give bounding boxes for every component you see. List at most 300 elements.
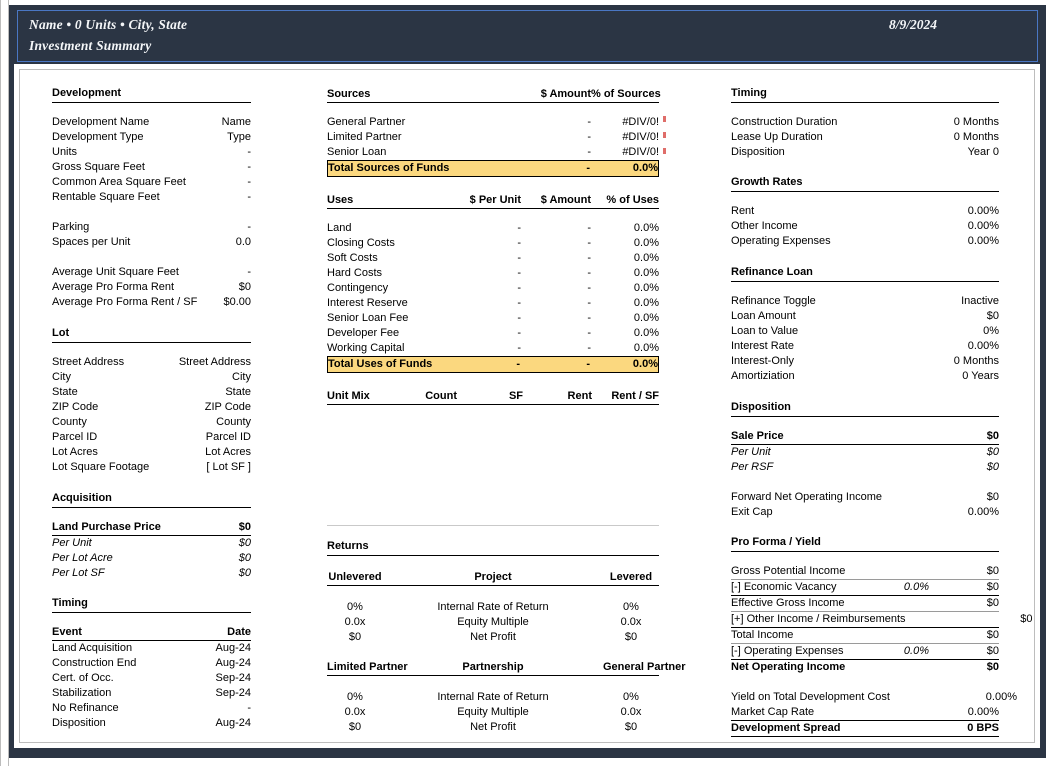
row-value: - <box>247 191 251 203</box>
row-percent <box>872 660 929 675</box>
row-value: Type <box>227 131 251 143</box>
column-middle <box>327 87 686 735</box>
row-percent: 0.0% <box>633 252 659 264</box>
growth-rate-rows <box>731 204 999 249</box>
table-row <box>327 615 659 630</box>
row-label: [-] Operating Expenses <box>731 645 844 657</box>
row-label: Rentable Square Feet <box>52 191 160 203</box>
row-value: - <box>247 266 251 278</box>
row-label: Loan Amount <box>731 310 796 322</box>
row-label: Senior Loan Fee <box>327 312 409 324</box>
unit-mix-title: Unit Mix <box>327 390 370 402</box>
row-right-value: 0.0x <box>620 706 642 718</box>
row-label: Lease Up Duration <box>731 131 823 143</box>
row-label: State <box>52 386 78 398</box>
row-value: $0 <box>986 565 999 577</box>
row-label: No Refinance <box>52 702 119 714</box>
section-unit-mix <box>327 389 659 526</box>
row-label: Parcel ID <box>52 431 98 443</box>
table-row <box>52 430 251 445</box>
row-percent <box>872 721 929 736</box>
row-percent: 0.0% <box>903 645 929 657</box>
row-value: Inactive <box>961 295 999 307</box>
row-value: 0 Months <box>953 355 999 367</box>
row-label: Rent <box>731 205 755 217</box>
sources-rows <box>327 115 659 160</box>
table-row <box>731 369 999 384</box>
section-pro-forma-yield <box>731 536 1033 737</box>
table-row <box>327 145 659 160</box>
table-row <box>52 625 251 641</box>
uses-col-amount: $ Amount <box>540 194 591 206</box>
row-amount: - <box>587 342 591 354</box>
row-label: Average Pro Forma Rent <box>52 281 175 293</box>
row-percent: 0.0% <box>633 312 659 324</box>
table-row <box>52 701 251 716</box>
table-row <box>731 354 999 369</box>
row-percent: 0.0% <box>633 237 659 249</box>
row-value: - <box>247 221 251 233</box>
report-page <box>14 64 1040 748</box>
row-per-unit: - <box>517 297 521 309</box>
row-value: 0.00% <box>967 205 999 217</box>
table-row <box>731 460 999 475</box>
row-per-unit: - <box>517 342 521 354</box>
returns-h-general-partner: General Partner <box>603 661 686 673</box>
row-label: Total Uses of Funds <box>328 358 433 370</box>
row-amount: - <box>587 146 591 158</box>
row-value: - <box>247 146 251 158</box>
row-value: Aug-24 <box>215 717 251 729</box>
refinance-rows <box>731 294 999 384</box>
row-value: $0 <box>986 629 999 641</box>
section-refinance-loan <box>731 266 999 384</box>
row-label: Yield on Total Development Cost <box>731 691 890 703</box>
row-value: County <box>216 416 251 428</box>
section-uses <box>327 193 659 373</box>
row-label: Event <box>52 626 82 638</box>
row-label: Per Unit <box>52 537 92 549</box>
section-returns <box>327 540 686 735</box>
row-left-value: 0.0x <box>344 616 366 628</box>
row-label: Effective Gross Income <box>731 597 845 609</box>
row-amount: - <box>587 222 591 234</box>
section-development <box>52 87 251 310</box>
table-row <box>731 219 999 234</box>
table-row <box>52 220 251 235</box>
table-row <box>731 644 999 660</box>
row-label: Gross Potential Income <box>731 565 846 577</box>
report-subtitle: Investment Summary <box>29 38 152 53</box>
row-label: Working Capital <box>327 342 405 354</box>
row-per-unit: - <box>517 237 521 249</box>
row-label: Development Name <box>52 116 150 128</box>
row-left-value: 0.0x <box>344 706 366 718</box>
row-per-unit: - <box>517 267 521 279</box>
lot-rows <box>52 355 251 475</box>
row-label: Loan to Value <box>731 325 799 337</box>
row-percent <box>872 705 929 720</box>
report-header <box>17 10 1038 62</box>
row-value: 0.0 <box>235 236 251 248</box>
row-value: 0.00% <box>967 706 999 718</box>
row-amount: - <box>587 267 591 279</box>
row-value: 0.00% <box>967 235 999 247</box>
row-label: Construction Duration <box>731 116 838 128</box>
row-amount: - <box>587 237 591 249</box>
row-value: $0 <box>986 430 999 442</box>
table-row <box>52 175 251 190</box>
row-value: - <box>247 702 251 714</box>
row-value: Aug-24 <box>215 642 251 654</box>
column-right <box>731 87 1033 737</box>
row-left-value: 0% <box>347 601 363 613</box>
table-row <box>327 720 659 735</box>
row-value: $0 <box>986 661 999 673</box>
row-value: $0 <box>238 552 251 564</box>
table-row <box>52 295 251 310</box>
row-label: Street Address <box>52 356 125 368</box>
row-value: $0 <box>238 567 251 579</box>
row-percent: 0.0% <box>633 297 659 309</box>
table-row <box>52 415 251 430</box>
row-percent: 0.0% <box>633 342 659 354</box>
row-value: Date <box>227 626 251 638</box>
row-label: Forward Net Operating Income <box>731 491 883 503</box>
table-row <box>327 705 659 720</box>
row-metric-label: Net Profit <box>470 631 516 643</box>
row-label: Soft Costs <box>327 252 378 264</box>
row-percent <box>872 596 929 611</box>
uses-col-per-unit: $ Per Unit <box>469 194 521 206</box>
uses-total-row <box>327 356 659 373</box>
row-label: Disposition <box>731 146 785 158</box>
row-value: $0 <box>238 521 251 533</box>
row-amount: - <box>587 282 591 294</box>
row-label: Common Area Square Feet <box>52 176 186 188</box>
table-row <box>52 551 251 566</box>
row-label: Hard Costs <box>327 267 383 279</box>
row-value: Sep-24 <box>215 687 251 699</box>
section-disposition <box>731 401 999 520</box>
row-label: Land Purchase Price <box>52 521 161 533</box>
table-row <box>52 716 251 731</box>
row-percent: 0.0% <box>633 267 659 279</box>
row-label: Average Unit Square Feet <box>52 266 179 278</box>
returns-partnership-header <box>327 660 686 676</box>
uses-header-row <box>327 193 659 209</box>
row-label: Construction End <box>52 657 137 669</box>
table-row <box>327 600 659 615</box>
table-row <box>731 596 999 612</box>
acquisition-rows <box>52 520 251 581</box>
returns-h-unlevered: Unlevered <box>328 571 382 583</box>
timing-event-rows <box>52 625 251 731</box>
table-row <box>731 490 999 505</box>
section-sources <box>327 87 659 177</box>
error-flag-icon <box>663 132 666 138</box>
row-label: Cert. of Occ. <box>52 672 114 684</box>
row-label: Stabilization <box>52 687 112 699</box>
row-value: City <box>232 371 251 383</box>
table-row <box>731 429 999 445</box>
timing-rows <box>731 115 999 160</box>
row-label: Developer Fee <box>327 327 400 339</box>
row-value: $0 <box>986 645 999 657</box>
row-percent: 0.0% <box>633 327 659 339</box>
unit-mix-header-row <box>327 389 659 405</box>
table-row <box>52 671 251 686</box>
row-metric-label: Equity Multiple <box>457 616 529 628</box>
row-percent <box>872 628 929 643</box>
row-amount: - <box>587 131 591 143</box>
row-value: - <box>247 176 251 188</box>
section-lot <box>52 327 251 475</box>
row-value: 0.00% <box>967 340 999 352</box>
row-label: [-] Economic Vacancy <box>731 581 837 593</box>
row-percent <box>890 690 947 705</box>
row-label: Other Income <box>731 220 798 232</box>
row-label: Refinance Toggle <box>731 295 816 307</box>
row-label: [+] Other Income / Reimbursements <box>731 613 906 625</box>
section-growth-rates <box>731 176 999 249</box>
error-flag-icon <box>663 148 666 154</box>
row-right-value: 0% <box>623 691 639 703</box>
row-value: $0 <box>986 310 999 322</box>
report-date: 8/9/2024 <box>888 17 937 32</box>
row-label: Average Pro Forma Rent / SF <box>52 296 198 308</box>
row-value: Name <box>221 116 251 128</box>
disposition-rows <box>731 429 999 520</box>
table-row <box>327 221 659 236</box>
row-label: Lot Square Footage <box>52 461 150 473</box>
row-value: 0.00% <box>967 506 999 518</box>
table-row <box>327 236 659 251</box>
row-label: County <box>52 416 87 428</box>
table-row <box>327 251 659 266</box>
row-label: Per Lot SF <box>52 567 105 579</box>
row-percent: #DIV/0! <box>622 131 659 143</box>
row-per-unit: - <box>517 312 521 324</box>
returns-project-rows <box>327 600 659 645</box>
returns-partnership-rows <box>327 690 659 735</box>
table-row <box>52 460 251 475</box>
row-left-value: 0% <box>347 691 363 703</box>
table-row <box>731 324 999 339</box>
table-row <box>327 281 659 296</box>
row-label: Land <box>327 222 352 234</box>
row-value: 0% <box>983 325 999 337</box>
section-title-returns: Returns <box>327 540 659 556</box>
section-title-timing: Timing <box>731 87 999 103</box>
row-per-unit: - <box>517 327 521 339</box>
row-value: $0 <box>986 491 999 503</box>
row-label: Limited Partner <box>327 131 402 143</box>
row-label: Interest Reserve <box>327 297 408 309</box>
report-frame <box>9 5 1046 758</box>
row-value: $0 <box>986 597 999 609</box>
sources-title: Sources <box>327 88 371 100</box>
row-label: Land Acquisition <box>52 642 133 654</box>
sources-col-pct: % of Sources <box>591 88 661 100</box>
table-row <box>52 190 251 205</box>
unit-mix-col-count: Count <box>425 390 457 402</box>
row-value: $0.00 <box>223 296 251 308</box>
table-row <box>327 130 659 145</box>
uses-rows <box>327 221 659 356</box>
row-label: Gross Square Feet <box>52 161 145 173</box>
table-row <box>731 115 999 130</box>
table-row <box>52 445 251 460</box>
returns-project-header <box>327 570 659 586</box>
row-value: 0 Years <box>962 370 999 382</box>
row-label: Per Lot Acre <box>52 552 113 564</box>
table-row <box>731 309 999 324</box>
row-label: Spaces per Unit <box>52 236 131 248</box>
section-timing <box>731 87 999 160</box>
table-row <box>52 115 251 130</box>
row-label: Disposition <box>52 717 106 729</box>
row-per-unit: - <box>517 252 521 264</box>
report-title: Name • 0 Units • City, State <box>29 17 188 32</box>
row-amount: - <box>587 252 591 264</box>
table-row <box>52 130 251 145</box>
row-label: Senior Loan <box>327 146 387 158</box>
row-label: General Partner <box>327 116 406 128</box>
unit-mix-col-sf: SF <box>508 390 523 402</box>
section-timing-events <box>52 597 251 731</box>
row-value: - <box>247 161 251 173</box>
row-percent: 0.0% <box>632 358 658 370</box>
section-acquisition <box>52 492 251 581</box>
row-percent: 0.0% <box>633 222 659 234</box>
section-title-refinance-loan: Refinance Loan <box>731 266 999 282</box>
table-row <box>731 705 999 721</box>
table-row <box>731 612 1033 628</box>
row-value: [ Lot SF ] <box>206 461 251 473</box>
row-value: $0 <box>986 581 999 593</box>
row-per-unit: - <box>517 222 521 234</box>
row-per-unit: - <box>516 358 520 370</box>
table-row <box>52 160 251 175</box>
row-metric-label: Net Profit <box>470 721 516 733</box>
row-label: Net Operating Income <box>731 661 846 673</box>
row-left-value: $0 <box>348 721 362 733</box>
row-amount: - <box>587 297 591 309</box>
pro-forma-rows <box>731 564 1033 737</box>
column-left <box>52 87 251 731</box>
row-value: State <box>225 386 251 398</box>
returns-h-levered: Levered <box>609 571 653 583</box>
row-label: Parking <box>52 221 90 233</box>
row-right-value: $0 <box>624 631 638 643</box>
row-value: 0.00% <box>967 220 999 232</box>
table-row <box>52 145 251 160</box>
table-row <box>327 311 659 326</box>
row-label: Per RSF <box>731 461 774 473</box>
section-title-pro-forma-yield: Pro Forma / Yield <box>731 536 999 552</box>
table-row <box>52 641 251 656</box>
row-label: Units <box>52 146 78 158</box>
row-amount: - <box>587 327 591 339</box>
table-row <box>731 130 999 145</box>
row-label: Lot Acres <box>52 446 98 458</box>
unit-mix-col-rent: Rent <box>567 390 592 402</box>
row-value: $0 <box>1020 613 1033 625</box>
row-value: $0 <box>238 281 251 293</box>
row-label: Amortiziation <box>731 370 795 382</box>
row-value: Street Address <box>178 356 251 368</box>
table-row <box>731 204 999 219</box>
table-row <box>52 355 251 370</box>
row-value: Parcel ID <box>205 431 251 443</box>
row-label: Closing Costs <box>327 237 395 249</box>
table-row <box>731 721 999 737</box>
table-row <box>52 400 251 415</box>
row-value: 0 Months <box>953 116 999 128</box>
row-label: Exit Cap <box>731 506 773 518</box>
row-label: Development Type <box>52 131 144 143</box>
section-title-lot: Lot <box>52 327 251 343</box>
table-row <box>52 265 251 280</box>
row-value: $0 <box>238 537 251 549</box>
row-percent: 0.0% <box>632 162 658 174</box>
row-percent: 0.0% <box>903 581 929 593</box>
row-percent <box>872 564 929 579</box>
row-label: ZIP Code <box>52 401 99 413</box>
row-percent: #DIV/0! <box>622 146 659 158</box>
table-row <box>731 628 999 644</box>
table-row <box>52 656 251 671</box>
uses-col-pct: % of Uses <box>606 194 659 206</box>
row-right-value: 0.0x <box>620 616 642 628</box>
row-left-value: $0 <box>348 631 362 643</box>
table-row <box>731 234 999 249</box>
row-metric-label: Equity Multiple <box>457 706 529 718</box>
row-value: Aug-24 <box>215 657 251 669</box>
row-right-value: 0% <box>623 601 639 613</box>
row-percent: #DIV/0! <box>622 116 659 128</box>
row-amount: - <box>586 358 590 370</box>
row-amount: - <box>587 312 591 324</box>
row-label: Interest-Only <box>731 355 794 367</box>
table-row <box>731 339 999 354</box>
section-title-development: Development <box>52 87 251 103</box>
table-row <box>52 280 251 295</box>
row-metric-label: Internal Rate of Return <box>437 691 549 703</box>
section-title-timing-events: Timing <box>52 597 251 613</box>
sources-col-amount: $ Amount <box>540 88 591 100</box>
table-row <box>327 690 659 705</box>
row-label: Sale Price <box>731 430 784 442</box>
unit-mix-empty-body <box>327 405 659 526</box>
table-row <box>731 564 999 580</box>
table-row <box>327 266 659 281</box>
row-value: Sep-24 <box>215 672 251 684</box>
returns-h-project: Project <box>474 571 512 583</box>
row-right-value: $0 <box>624 721 638 733</box>
table-row <box>731 660 999 675</box>
table-row <box>327 296 659 311</box>
table-row <box>327 326 659 341</box>
section-title-acquisition: Acquisition <box>52 492 251 508</box>
table-row <box>52 385 251 400</box>
returns-h-partnership: Partnership <box>462 661 524 673</box>
row-label: Operating Expenses <box>731 235 831 247</box>
table-row <box>327 115 659 130</box>
table-row <box>52 686 251 701</box>
row-value: Lot Acres <box>205 446 251 458</box>
